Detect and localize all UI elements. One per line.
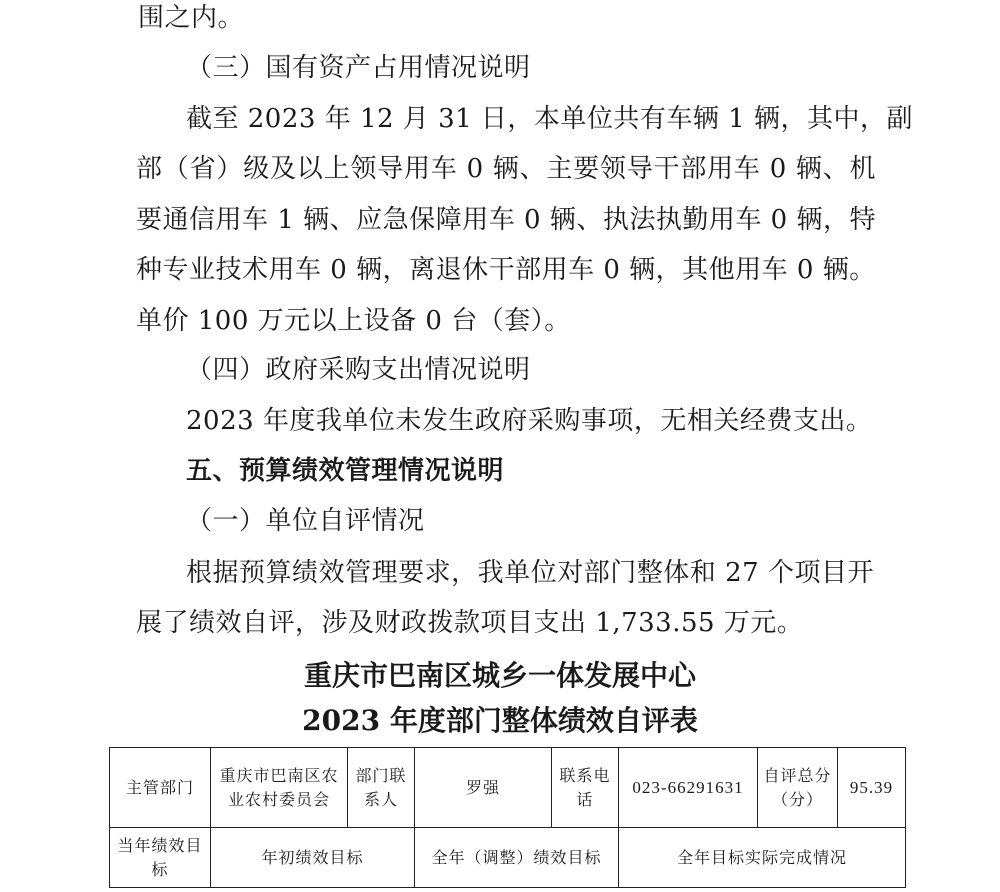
section-heading-procurement: （四）政府采购支出情况说明 xyxy=(186,355,531,385)
cell-initial-goal-header: 年初绩效目标 xyxy=(211,828,415,888)
para-line-9: 2023 年度我单位未发生政府采购事项，无相关经费支出。 xyxy=(186,406,873,436)
cell-phone-value: 023-66291631 xyxy=(619,748,758,828)
cell-contact-label: 部门联系人 xyxy=(348,748,415,828)
para-line-7: 单价 100 万元以上设备 0 台（套）。 xyxy=(136,306,571,336)
cell-adjusted-goal-header: 全年（调整）绩效目标 xyxy=(415,828,619,888)
para-line-4: 部（省）级及以上领导用车 0 辆、主要领导干部用车 0 辆、机 xyxy=(136,154,876,184)
section-heading-self-eval: （一）单位自评情况 xyxy=(186,506,425,536)
section-heading-state-assets: （三）国有资产占用情况说明 xyxy=(186,53,531,83)
para-line-1: 围之内。 xyxy=(138,3,245,33)
table-title-line-2: 2023 年度部门整体绩效自评表 xyxy=(302,704,698,737)
cell-actual-completion-header: 全年目标实际完成情况 xyxy=(619,828,906,888)
cell-annual-goal-label: 当年绩效目标 xyxy=(110,828,211,888)
para-line-12: 根据预算绩效管理要求，我单位对部门整体和 27 个项目开 xyxy=(186,558,874,588)
cell-score-value: 95.39 xyxy=(838,748,906,828)
table-row xyxy=(110,828,906,888)
para-line-13: 展了绩效自评，涉及财政拨款项目支出 1,733.55 万元。 xyxy=(136,608,804,638)
para-line-3: 截至 2023 年 12 月 31 日，本单位共有车辆 1 辆，其中，副 xyxy=(186,104,913,134)
para-line-5: 要通信用车 1 辆、应急保障用车 0 辆、执法执勤用车 0 辆，特 xyxy=(136,205,876,235)
evaluation-table xyxy=(109,747,906,888)
cell-score-label: 自评总分（分） xyxy=(758,748,838,828)
cell-supervising-dept-value: 重庆市巴南区农业农村委员会 xyxy=(211,748,348,828)
cell-contact-value: 罗强 xyxy=(415,748,552,828)
section-heading-performance: 五、预算绩效管理情况说明 xyxy=(186,456,505,486)
table-title-line-1: 重庆市巴南区城乡一体发展中心 xyxy=(303,659,696,692)
para-line-6: 种专业技术用车 0 辆，离退休干部用车 0 辆，其他用车 0 辆。 xyxy=(136,255,876,285)
cell-supervising-dept-label: 主管部门 xyxy=(110,748,211,828)
table-row xyxy=(110,748,906,828)
cell-phone-label: 联系电话 xyxy=(552,748,619,828)
